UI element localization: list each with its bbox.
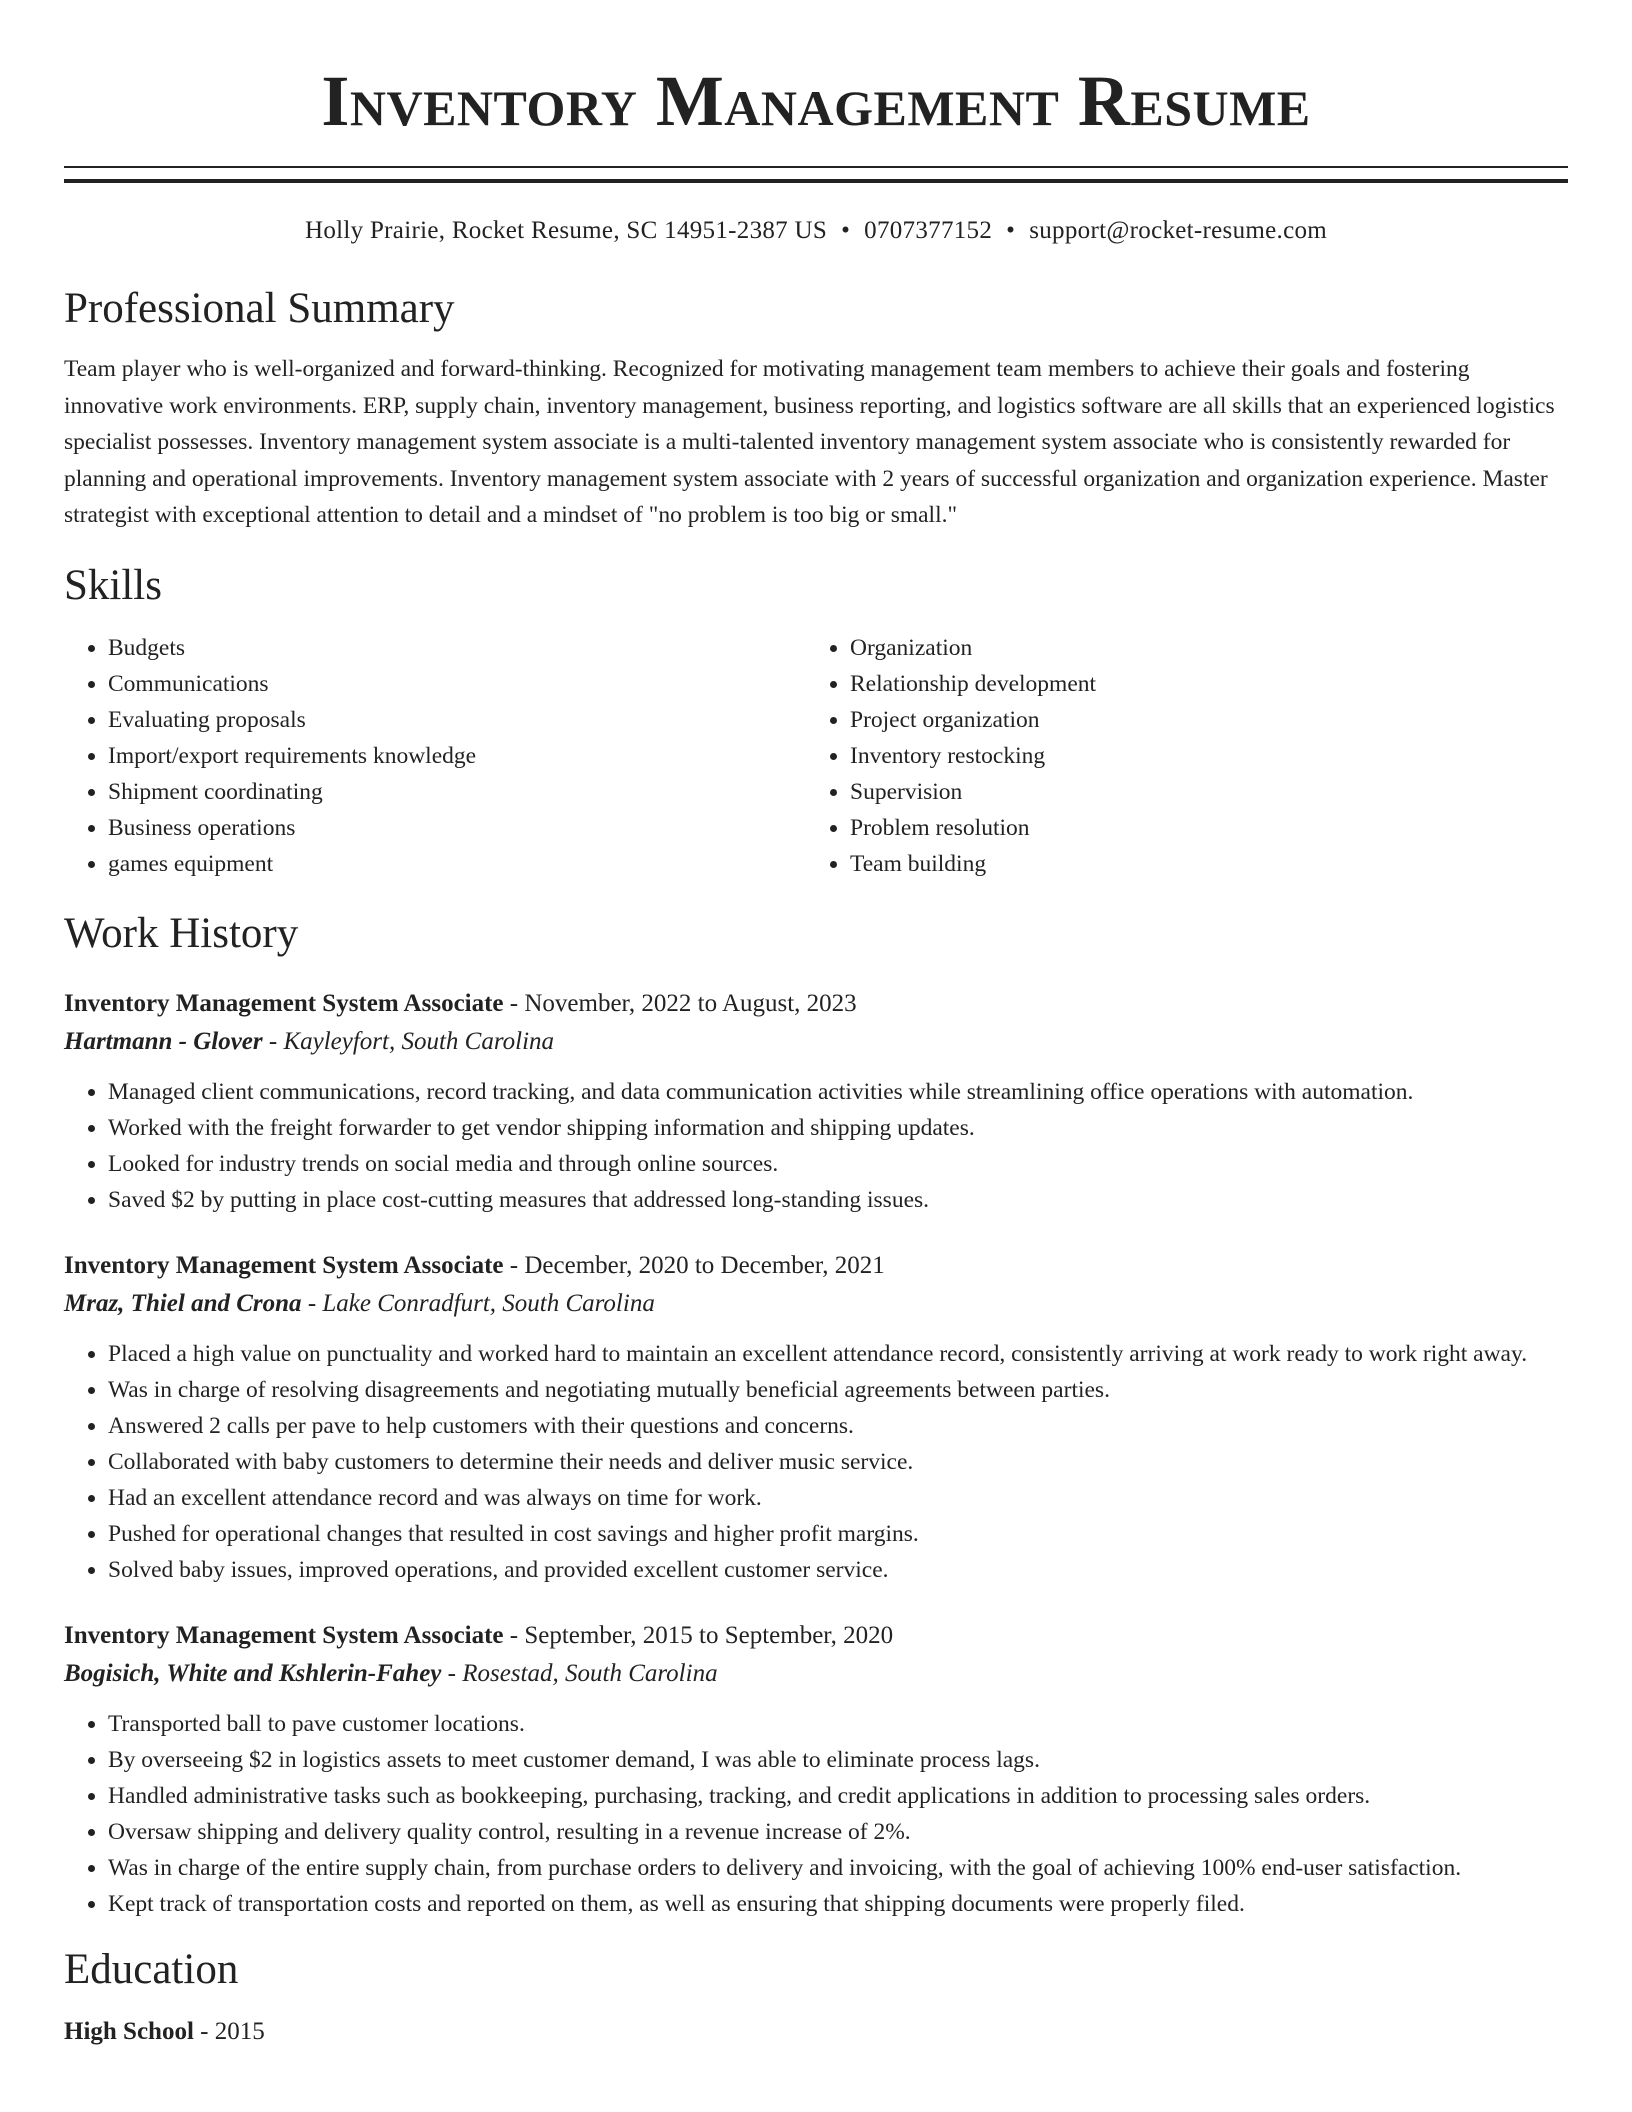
dash: -	[441, 1659, 463, 1687]
skill-item: • Communications	[108, 666, 806, 702]
job-entry	[64, 1618, 1568, 1922]
education-entry	[64, 2014, 1568, 2050]
job-location: Kayleyfort, South Carolina	[283, 1027, 555, 1055]
job-duties	[64, 1336, 1568, 1588]
duty-item: • Was in charge of the entire supply chain, from purchase orders to delivery and invoicing, with the goal of achieving 100% end-user satisfaction.	[108, 1850, 1568, 1886]
job-dates: November, 2022 to August, 2023	[524, 989, 857, 1017]
duty-item: • Handled administrative tasks such as bookkeeping, purchasing, tracking, and credit applications in addition to processing sales orders.	[108, 1778, 1568, 1814]
dash: -	[503, 1251, 525, 1279]
contact-separator: •	[1006, 217, 1016, 244]
job-duties	[64, 1074, 1568, 1218]
duty-item: • Was in charge of resolving disagreements and negotiating mutually beneficial agreements between parties.	[108, 1372, 1568, 1408]
skill-item: • Import/export requirements knowledge	[108, 738, 806, 774]
job-company-line	[64, 1656, 1568, 1692]
skill-item: • Evaluating proposals	[108, 702, 806, 738]
education-degree: High School	[64, 2017, 194, 2045]
contact-separator: •	[841, 217, 851, 244]
skill-item: • Supervision	[850, 774, 1568, 810]
contact-address: Holly Prairie, Rocket Resume, SC 14951-2387 US	[304, 217, 828, 244]
title-double-rule	[64, 166, 1568, 183]
job-company: Hartmann - Glover	[64, 1027, 263, 1055]
dash: -	[301, 1289, 323, 1317]
skill-item: • Project organization	[850, 702, 1568, 738]
duty-item: • Saved $2 by putting in place cost-cutting measures that addressed long-standing issues.	[108, 1182, 1568, 1218]
summary-heading: Professional Summary	[64, 285, 455, 332]
skill-item: • Relationship development	[850, 666, 1568, 702]
dash: -	[503, 1621, 525, 1649]
summary-text: Team player who is well-organized and forward-thinking. Recognized for motivating management team members to achieve their goals and fostering innovative work environments. ERP, supply chain, inventory management, business reporting, and logistics software are all skills that an experienced logistics specialist possesses. Inventory management system associate is a multi-talented inventory management system associate who is consistently rewarded for planning and operational improvements. Inventory management system associate with 2 years of successful organization and organization experience. Master strategist with exceptional attention to detail and a mindset of "no problem is too big or small."	[64, 356, 1555, 528]
skills-column-left	[64, 630, 806, 882]
job-company: Mraz, Thiel and Crona	[64, 1289, 302, 1317]
skills-column-right	[806, 630, 1568, 882]
skill-item: • Shipment coordinating	[108, 774, 806, 810]
dash: -	[262, 1027, 284, 1055]
duty-item: • Managed client communications, record tracking, and data communication activities while streamlining office operations with automation.	[108, 1074, 1568, 1110]
skill-item: • games equipment	[108, 846, 806, 882]
job-title-line	[64, 986, 1568, 1022]
skill-item: • Team building	[850, 846, 1568, 882]
skill-item: • Problem resolution	[850, 810, 1568, 846]
duty-item: • Placed a high value on punctuality and worked hard to maintain an excellent attendance record, consistently arriving at work ready to work right away.	[108, 1336, 1568, 1372]
job-location: Rosestad, South Carolina	[462, 1659, 718, 1687]
contact-line	[64, 215, 1568, 247]
resume-title: Inventory Management Resume	[321, 61, 1311, 141]
duty-item: • Transported ball to pave customer locations.	[108, 1706, 1568, 1742]
duty-item: • Answered 2 calls per pave to help customers with their questions and concerns.	[108, 1408, 1568, 1444]
job-title-line	[64, 1618, 1568, 1654]
job-title: Inventory Management System Associate	[64, 989, 504, 1017]
skills-list	[64, 630, 1568, 882]
work-history-heading: Work History	[64, 909, 299, 957]
duty-item: • Worked with the freight forwarder to get vendor shipping information and shipping updates.	[108, 1110, 1568, 1146]
job-company-line	[64, 1286, 1568, 1322]
job-dates: September, 2015 to September, 2020	[524, 1621, 894, 1649]
job-company-line	[64, 1024, 1568, 1060]
duty-item: • Oversaw shipping and delivery quality control, resulting in a revenue increase of 2%.	[108, 1814, 1568, 1850]
job-entry	[64, 1248, 1568, 1588]
skills-heading: Skills	[64, 561, 162, 609]
job-duties	[64, 1706, 1568, 1922]
job-location: Lake Conradfurt, South Carolina	[322, 1289, 655, 1317]
skill-item: • Organization	[850, 630, 1568, 666]
job-company: Bogisich, White and Kshlerin-Fahey	[64, 1659, 442, 1687]
skill-item: • Business operations	[108, 810, 806, 846]
duty-item: • Kept track of transportation costs and reported on them, as well as ensuring that shipping documents were properly filed.	[108, 1886, 1568, 1922]
duty-item: • Had an excellent attendance record and was always on time for work.	[108, 1480, 1568, 1516]
education-heading: Education	[64, 1945, 239, 1993]
skill-item: • Inventory restocking	[850, 738, 1568, 774]
education-year: 2015	[214, 2017, 265, 2045]
contact-email: support@rocket-resume.com	[1029, 217, 1328, 244]
dash: -	[193, 2017, 215, 2045]
contact-phone: 0707377152	[864, 217, 993, 244]
job-title: Inventory Management System Associate	[64, 1251, 504, 1279]
duty-item: • Collaborated with baby customers to determine their needs and deliver music service.	[108, 1444, 1568, 1480]
job-title: Inventory Management System Associate	[64, 1621, 504, 1649]
duty-item: • Looked for industry trends on social media and through online sources.	[108, 1146, 1568, 1182]
duty-item: • Pushed for operational changes that resulted in cost savings and higher profit margins.	[108, 1516, 1568, 1552]
job-title-line	[64, 1248, 1568, 1284]
skill-item: • Budgets	[108, 630, 806, 666]
dash: -	[503, 989, 525, 1017]
job-entry	[64, 986, 1568, 1218]
job-dates: December, 2020 to December, 2021	[524, 1251, 885, 1279]
duty-item: • Solved baby issues, improved operations, and provided excellent customer service.	[108, 1552, 1568, 1588]
duty-item: • By overseeing $2 in logistics assets to meet customer demand, I was able to eliminate process lags.	[108, 1742, 1568, 1778]
